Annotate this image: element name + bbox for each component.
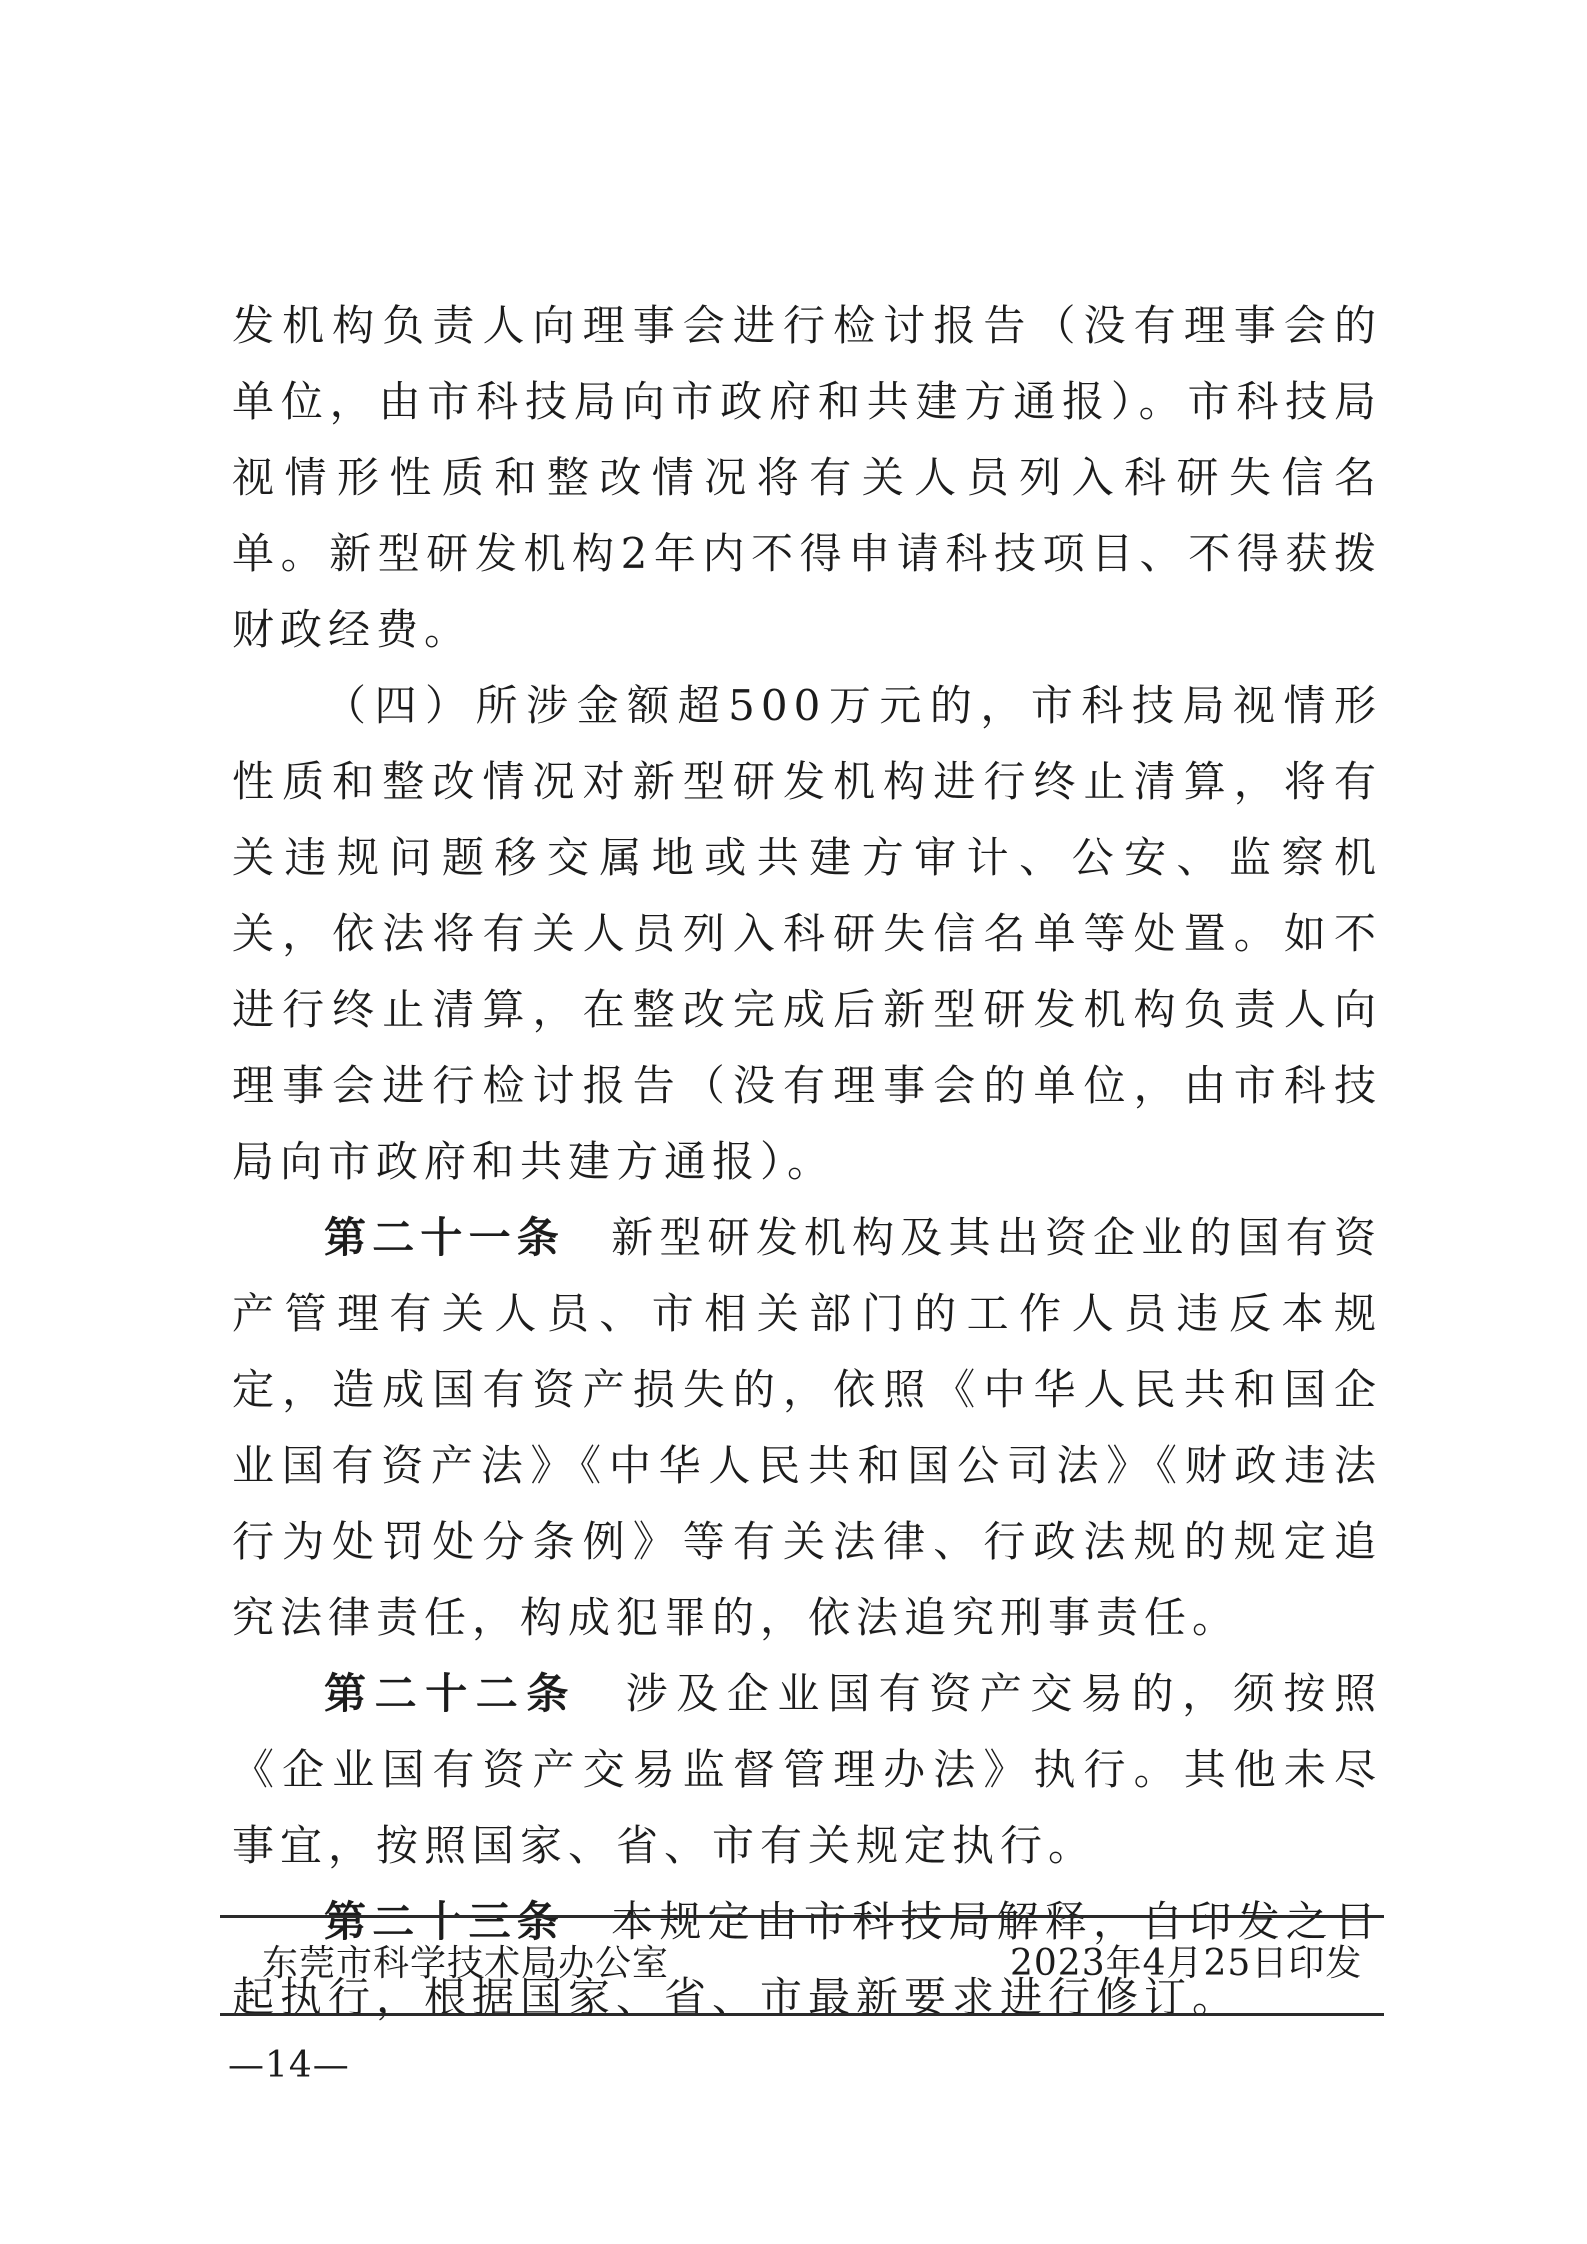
- article-23-text: 本规定由市科技局解释，自印发之日起执行，根据国家、省、市最新要求进行修订。: [232, 1897, 1382, 2022]
- article-22-text: 涉及企业国有资产交易的，须按照《企业国有资产交易监督管理办法》执行。其他未尽事宜，按照国家、省、市有关规定执行。: [232, 1669, 1382, 1870]
- article-21: [232, 1200, 1382, 1656]
- article-21-heading: 第二十一条: [324, 1213, 565, 1262]
- article-21-text: 新型研发机构及其出资企业的国有资产管理有关人员、市相关部门的工作人员违反本规定，造成国有资产损失的，依照《中华人民共和国企业国有资产法》《中华人民共和国公司法》《财政违法行为处罚处分条例》等有关法律、行政法规的规定追究法律责任，构成犯罪的，依法追究刑事责任。: [232, 1213, 1382, 1642]
- paragraph-continuation: 发机构负责人向理事会进行检讨报告（没有理事会的单位，由市科技局向市政府和共建方通报）。市科技局视情形性质和整改情况将有关人员列入科研失信名单。新型研发机构2年内不得申请科技项目、不得获拨财政经费。: [232, 301, 1382, 654]
- issuing-office: 东莞市科学技术局办公室: [262, 1943, 670, 1984]
- page-number: —14—: [228, 2045, 350, 2086]
- issue-date: 2023年4月25日印发: [1010, 1943, 1363, 1984]
- document-body: [232, 288, 1382, 2036]
- article-23-heading: 第二十三条: [324, 1897, 565, 1946]
- footer-bottom-rule: [220, 2013, 1384, 2016]
- article-22: [232, 1656, 1382, 1884]
- footer-top-rule: [220, 1915, 1384, 1918]
- article-22-heading: 第二十二条: [324, 1669, 577, 1718]
- paragraph-item-four: （四）所涉金额超500万元的，市科技局视情形性质和整改情况对新型研发机构进行终止清算，将有关违规问题移交属地或共建方审计、公安、监察机关，依法将有关人员列入科研失信名单等处置。如不进行终止清算，在整改完成后新型研发机构负责人向理事会进行检讨报告（没有理事会的单位，由市科技局向市政府和共建方通报）。: [232, 681, 1382, 1186]
